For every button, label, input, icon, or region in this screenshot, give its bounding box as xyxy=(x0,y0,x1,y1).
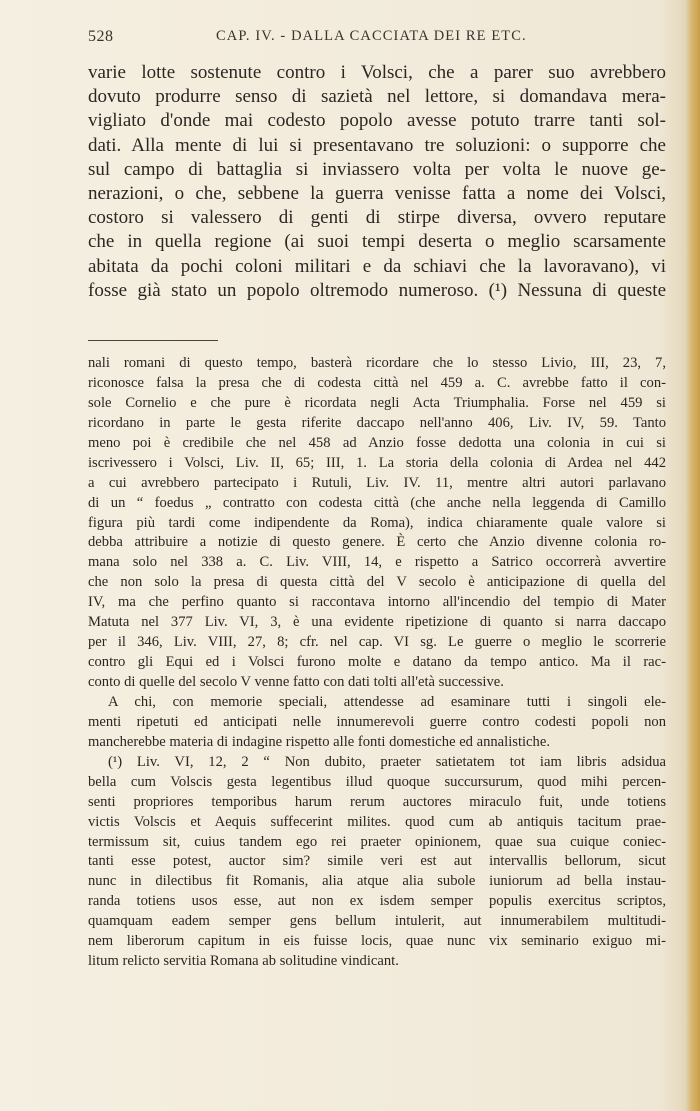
body-line: dovuto produrre senso di sazietà nel lettore, si domandava mera- xyxy=(88,86,666,108)
footnote-line: victis Volscis et Aequis suffecerint milites. quod cum ab antiquis tacitum prae- xyxy=(88,813,666,830)
main-text xyxy=(88,61,666,303)
page-number: 528 xyxy=(88,28,114,45)
footnote-line: senti propriores temporibus harum rerum auctores miraculo fuit, unde totiens xyxy=(88,793,666,810)
body-line: vigliato d'onde mai codesto popolo avesse potuto trarre tanti sol- xyxy=(88,110,666,132)
footnote-line: ricordano in parte le gesta riferite daccapo nell'anno 406, Liv. IV, 59. Tanto xyxy=(88,414,666,431)
body-line: dati. Alla mente di lui si presentavano tre soluzioni: o supporre che xyxy=(88,134,666,156)
footnote-line: A chi, con memorie speciali, attendesse ad esaminare tutti i singoli ele- xyxy=(108,693,666,710)
footnote-line: figura più tardi come indipendente da Roma), indica chiaramente quale valore si xyxy=(88,514,666,531)
footnote-line: debba attribuire a notizie di questo genere. È certo che Anzio divenne colonia ro- xyxy=(88,534,666,551)
footnote-line: IV, ma che perfino quanto si raccontava intorno all'incendio del tempio di Mater xyxy=(88,594,666,611)
running-head: CAP. IV. - DALLA CACCIATA DEI RE ETC. xyxy=(216,28,527,44)
footnote-line: nunc in dilectibus fit Romanis, alia atque alia subole iuniorum ad bella instau- xyxy=(88,873,666,890)
footnote-line: conto di quelle del secolo V venne fatto con dati tolti all'età successive. xyxy=(88,674,504,690)
body-line: abitata da pochi coloni militari e da schiavi che la lavoravano), vi xyxy=(88,255,666,277)
footnote-line: termissum sit, cuius tandem ego rei praeter opinionem, quae sua cuique coniec- xyxy=(88,833,666,850)
footnote-line: nali romani di questo tempo, basterà ricordare che lo stesso Livio, III, 23, 7, xyxy=(88,355,666,371)
footnote-line: nem liberorum capitum in eis fuisse locis, quae nunc vix seminario exiguo mi- xyxy=(88,933,666,950)
page-edge xyxy=(686,0,700,1111)
footnote-line: mancherebbe materia di indagine rispetto alle fonti domestiche ed annalistiche. xyxy=(88,733,550,750)
footnote-line: Matuta nel 377 Liv. VI, 3, è una evidente ripetizione di quanto si narra daccapo xyxy=(88,614,666,631)
footnote-line: contro gli Equi ed i Volsci furono molte e datano da tempo antico. Ma il rac- xyxy=(88,654,666,671)
body-line: sul campo di battaglia si inviassero volta per volta le nuove ge- xyxy=(88,158,666,180)
footnote-line: di un “ foedus „ contratto con codesta città (che anche nella leggenda di Camillo xyxy=(88,494,666,511)
footnote-line: che non solo la presa di questa città del V secolo è anticipazione di quella del xyxy=(88,574,666,591)
body-line: nerazioni, o che, sebbene la guerra venisse fatta a nome dei Volsci, xyxy=(88,182,666,204)
body-line: varie lotte sostenute contro i Volsci, che a parer suo avrebbero xyxy=(88,62,666,83)
footnote-line: (¹) Liv. VI, 12, 2 “ Non dubito, praeter satietatem tot iam libris adsidua xyxy=(108,753,666,770)
footnote-line: meno poi è credibile che nel 458 ad Anzio fosse dedotta una colonia in cui si xyxy=(88,434,666,451)
footnote-line: litum relicto servitia Romana ab solitudine vindicant. xyxy=(88,953,399,970)
body-line: fosse già stato un popolo oltremodo numeroso. (¹) Nessuna di queste xyxy=(88,279,666,301)
body-line: che in quella regione (ai suoi tempi deserta o meglio scarsamente xyxy=(88,231,666,253)
footnote-line: sole Cornelio e che pure è ricordata negli Acta Triumphalia. Forse nel 459 si xyxy=(88,394,666,411)
footnote-line: bella cum Volscis gesta legentibus illud quoque succursurum, quod mihi percen- xyxy=(88,773,666,790)
page-header xyxy=(88,28,668,52)
footnote-line: tanti esse potest, auctor sim? simile veri est aut intervallis bellorum, sicut xyxy=(88,853,666,870)
footnote-line: a cui avrebbero partecipato i Rutuli, Liv. IV. 11, mentre altri autori parlavano xyxy=(88,474,666,491)
footnote-line: iscrivessero i Volsci, Liv. II, 65; III, 1. La storia della colonia di Ardea nel 442 xyxy=(88,454,666,471)
footnotes xyxy=(88,354,666,972)
body-line: costoro si valessero di genti di stirpe diversa, ovvero reputare xyxy=(88,207,666,229)
footnote-line: riconosce falsa la presa che di codesta città nel 459 a. C. avrebbe fatto il con- xyxy=(88,374,666,391)
footnote-line: per il 346, Liv. VIII, 27, 8; cfr. nel cap. VI sg. Le guerre o meglio le scorrerie xyxy=(88,634,666,651)
footnote-line: quamquam eadem semper gens bellum intulerit, aut innumerabilem multitudi- xyxy=(88,913,666,930)
footnote-separator xyxy=(88,340,218,341)
footnote-line: mana solo nel 338 a. C. Liv. VIII, 14, e rispetto a Satrico occorrerà avvertire xyxy=(88,554,666,571)
footnote-line: menti ripetuti ed anticipati nelle innumerevoli guerre contro codesti popoli non xyxy=(88,713,666,730)
footnote-line: randa totiens usos esse, aut non ex isdem semper populis exercitus scriptos, xyxy=(88,893,666,910)
